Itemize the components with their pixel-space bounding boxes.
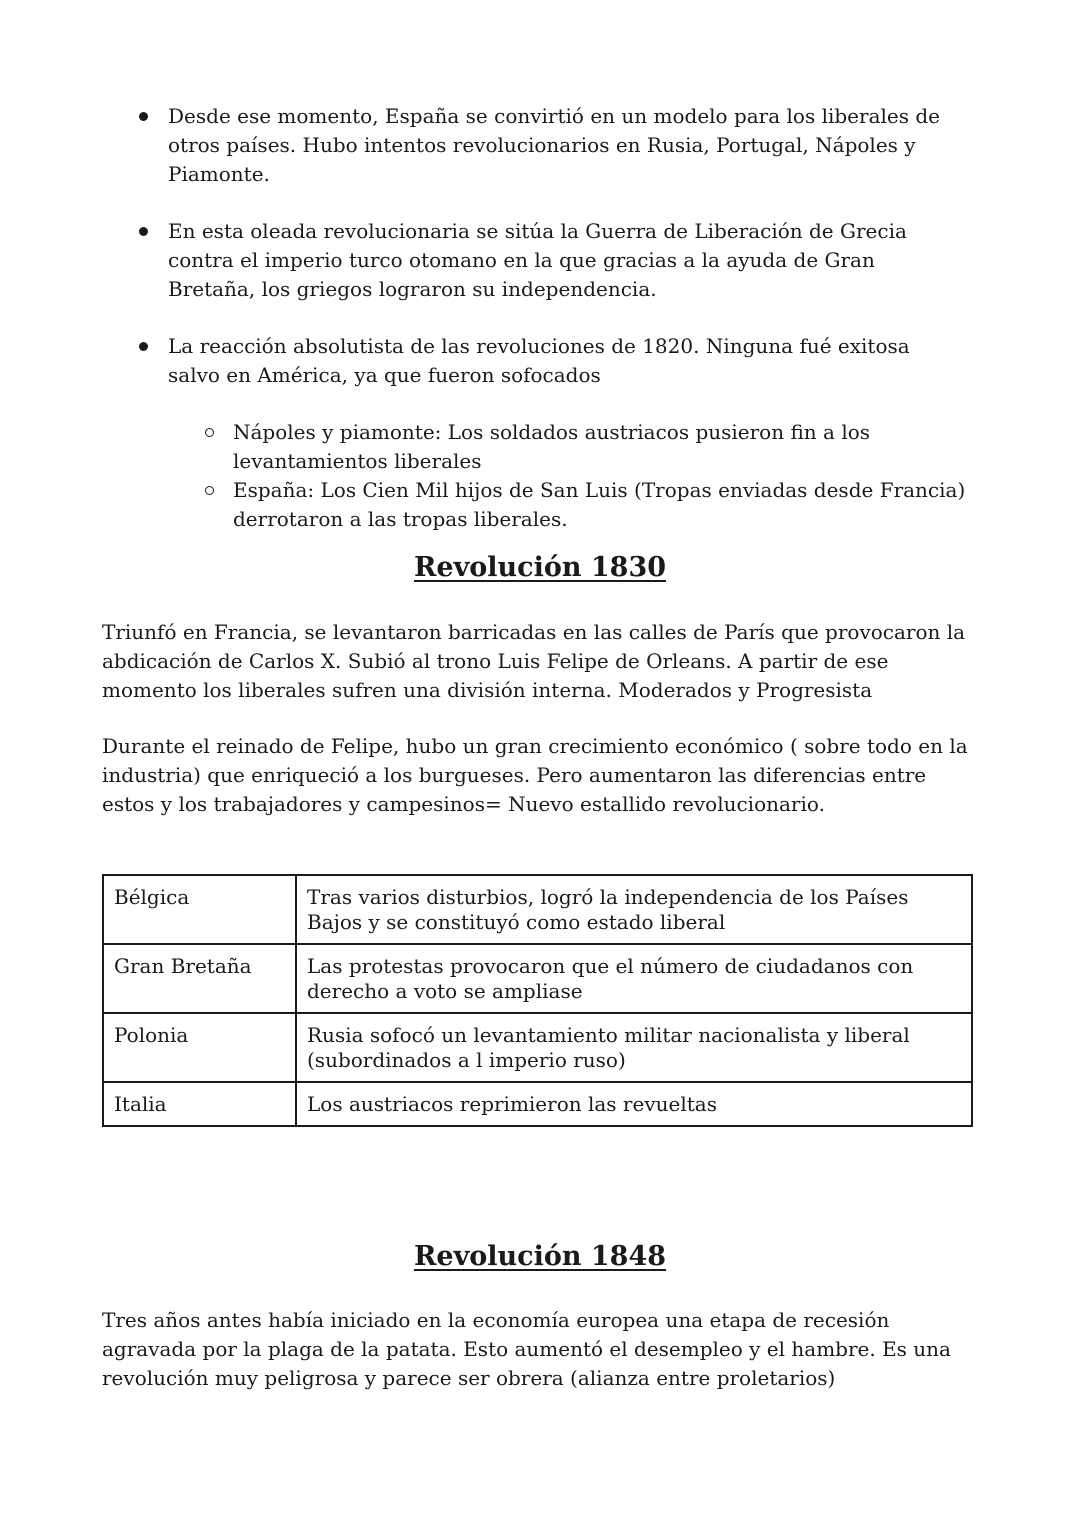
- paragraph: Tres años antes había iniciado en la economía europea una etapa de recesión agravada por la plaga de la patata. Esto aumentó el desempleo y el hambre. Es una revolución muy peligrosa y parece ser obrera (alianza entre proletarios): [102, 1308, 951, 1390]
- table-row: [103, 944, 972, 1013]
- table-row: [103, 875, 972, 944]
- bullet-text: En esta oleada revolucionaria se sitúa la Guerra de Liberación de Grecia contra el imperio turco otomano en la que gracias a la ayuda de Gran Bretaña, los griegos lograron su independencia.: [168, 219, 907, 301]
- table-cell-country: Polonia: [103, 1013, 296, 1082]
- section-heading-1848: Revolución 1848: [413, 1241, 667, 1272]
- bullet-item: [136, 332, 966, 534]
- table-cell-country: Bélgica: [103, 875, 296, 944]
- bullet-text: La reacción absolutista de las revoluciones de 1820. Ninguna fué exitosa salvo en América, ya que fueron sofocados: [168, 334, 910, 387]
- table-cell-country: Gran Bretaña: [103, 944, 296, 1013]
- table-row: [103, 1013, 972, 1082]
- table-cell-description: Rusia sofocó un levantamiento militar nacionalista y liberal (subordinados a l imperio ruso): [296, 1013, 972, 1082]
- table-cell-description: Los austriacos reprimieron las revueltas: [296, 1082, 972, 1126]
- bullet-item: [136, 102, 966, 189]
- table-cell-country: Italia: [103, 1082, 296, 1126]
- bullet-list: [136, 102, 966, 562]
- revolutions-table: [102, 874, 973, 1127]
- paragraph: Durante el reinado de Felipe, hubo un gran crecimiento económico ( sobre todo en la industria) que enriqueció a los burgueses. Pero aumentaron las diferencias entre estos y los trabajadores y campesinos= Nuevo estallido revolucionario.: [102, 734, 968, 816]
- bullet-text: Desde ese momento, España se convirtió en un modelo para los liberales de otros países. Hubo intentos revolucionarios en Rusia, Portugal, Nápoles y Piamonte.: [168, 104, 940, 186]
- paragraph: Triunfó en Francia, se levantaron barricadas en las calles de París que provocaron la abdicación de Carlos X. Subió al trono Luis Felipe de Orleans. A partir de ese momento los liberales sufren una división interna. Moderados y Progresista: [102, 620, 966, 702]
- table-row: [103, 1082, 972, 1126]
- sub-bullet-list: [168, 418, 966, 534]
- section-heading-1830: Revolución 1830: [413, 552, 667, 583]
- sub-bullet-item: España: Los Cien Mil hijos de San Luis (Tropas enviadas desde Francia) derrotaron a las tropas liberales.: [168, 476, 966, 534]
- table-cell-description: Tras varios disturbios, logró la independencia de los Países Bajos y se constituyó como estado liberal: [296, 875, 972, 944]
- bullet-item: [136, 217, 966, 304]
- table-cell-description: Las protestas provocaron que el número de ciudadanos con derecho a voto se ampliase: [296, 944, 972, 1013]
- sub-bullet-item: Nápoles y piamonte: Los soldados austriacos pusieron fin a los levantamientos liberales: [168, 418, 966, 476]
